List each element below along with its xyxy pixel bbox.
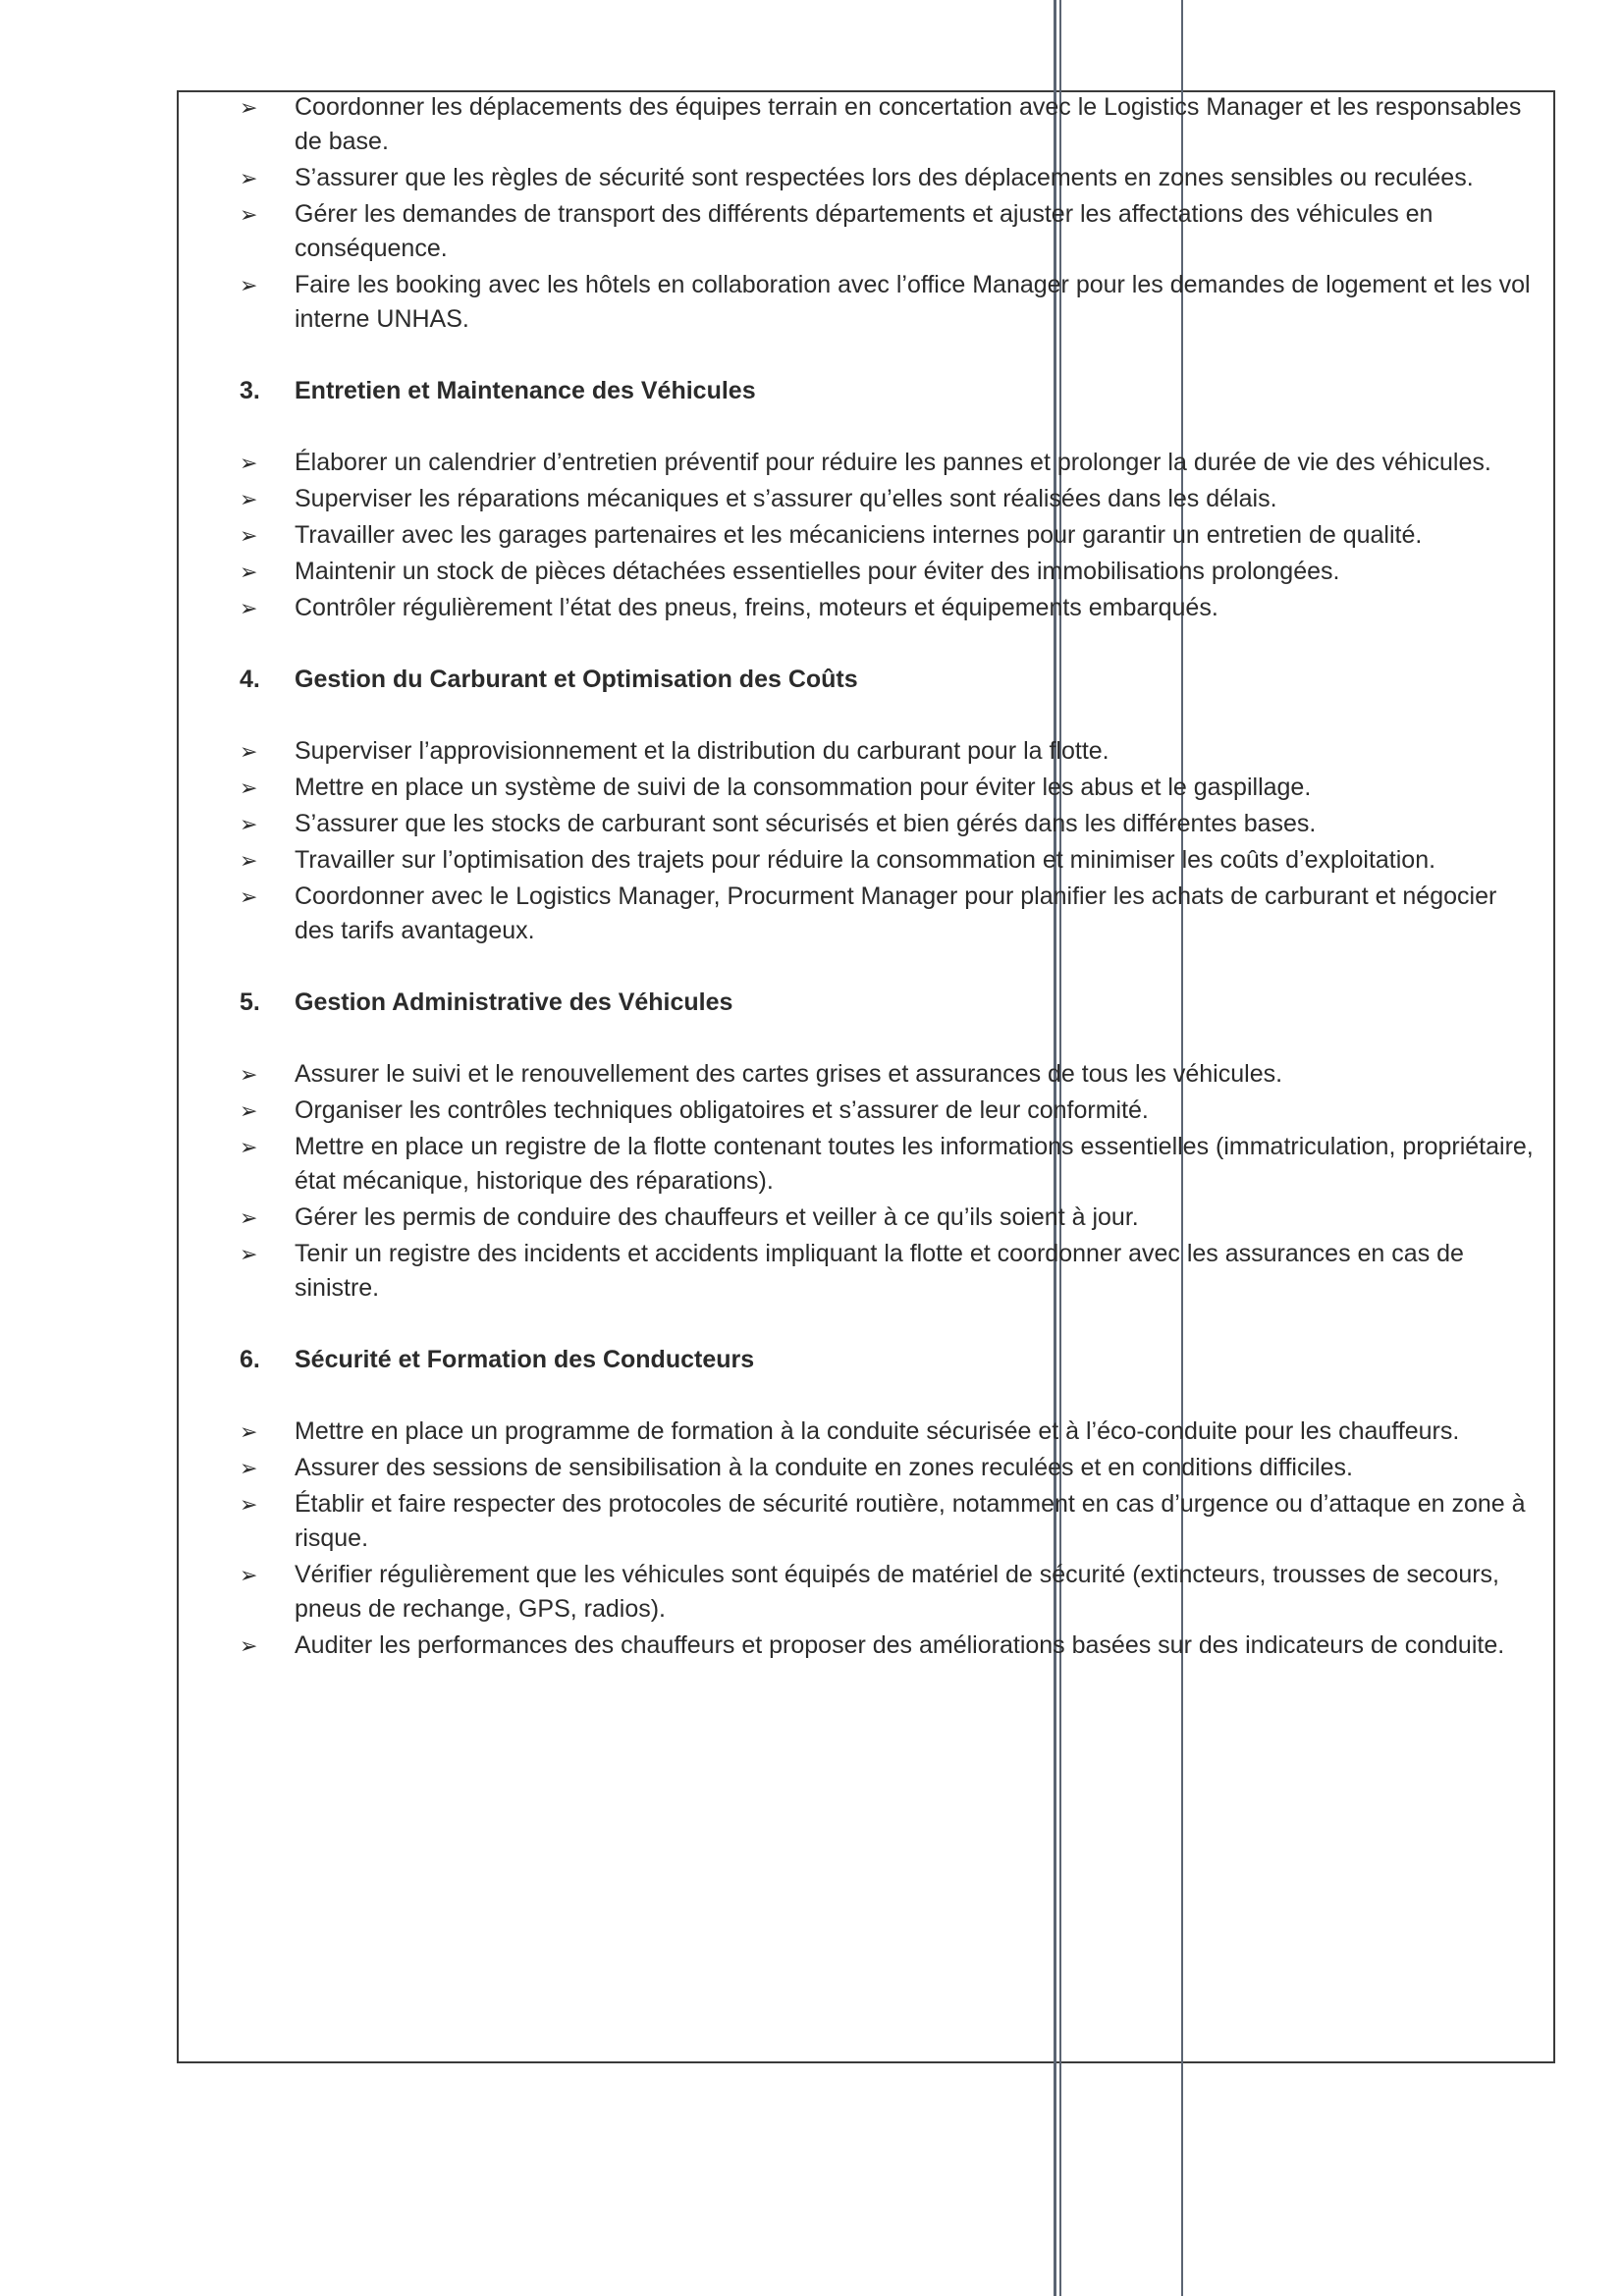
list-item	[240, 482, 1536, 516]
list-item-text: Mettre en place un programme de formation à la conduite sécurisée et à l’éco-conduite pour les chauffeurs.	[295, 1417, 1460, 1445]
section-entretien	[240, 374, 1536, 625]
list-item-text: Coordonner avec le Logistics Manager, Procurment Manager pour planifier les achats de carburant et négocier des tarifs avantageux.	[295, 882, 1497, 944]
bullet-list	[240, 1057, 1536, 1306]
list-item	[240, 1558, 1536, 1627]
list-item	[240, 518, 1536, 553]
arrow-bullet-icon: ➢	[240, 1062, 258, 1087]
list-item	[240, 1130, 1536, 1199]
arrow-bullet-icon: ➢	[240, 848, 258, 873]
arrow-bullet-icon: ➢	[240, 1456, 258, 1480]
arrow-bullet-icon: ➢	[240, 166, 258, 190]
list-item-text: Mettre en place un système de suivi de la consommation pour éviter les abus et le gaspillage.	[295, 774, 1312, 801]
list-item-text: Contrôler régulièrement l’état des pneus, freins, moteurs et équipements embarqués.	[295, 594, 1218, 621]
arrow-bullet-icon: ➢	[240, 451, 258, 475]
list-item	[240, 734, 1536, 769]
list-item-text: Tenir un registre des incidents et accidents impliquant la flotte et coordonner avec les assurances en cas de sinistre.	[295, 1240, 1464, 1302]
list-item	[240, 197, 1536, 266]
list-item-text: Superviser l’approvisionnement et la distribution du carburant pour la flotte.	[295, 737, 1109, 765]
list-item	[240, 1629, 1536, 1663]
section-number: 3.	[240, 377, 260, 404]
arrow-bullet-icon: ➢	[240, 1135, 258, 1159]
list-item-text: Travailler sur l’optimisation des trajets pour réduire la consommation et minimiser les coûts d’exploitation.	[295, 846, 1436, 874]
list-item	[240, 446, 1536, 480]
arrow-bullet-icon: ➢	[240, 95, 258, 120]
section-number: 6.	[240, 1346, 260, 1373]
document-body	[240, 90, 1536, 1665]
list-item-text: Assurer le suivi et le renouvellement des cartes grises et assurances de tous les véhicules.	[295, 1060, 1283, 1088]
list-item-text: Faire les booking avec les hôtels en collaboration avec l’office Manager pour les demandes de logement et les vol interne UNHAS.	[295, 271, 1531, 333]
arrow-bullet-icon: ➢	[240, 739, 258, 764]
list-item	[240, 1094, 1536, 1128]
section-carburant	[240, 663, 1536, 948]
list-item	[240, 807, 1536, 841]
arrow-bullet-icon: ➢	[240, 1419, 258, 1444]
list-item-text: Élaborer un calendrier d’entretien préventif pour réduire les pannes et prolonger la durée de vie des véhicules.	[295, 449, 1491, 476]
arrow-bullet-icon: ➢	[240, 812, 258, 836]
list-item	[240, 1201, 1536, 1235]
list-item-text: Mettre en place un registre de la flotte contenant toutes les informations essentielles (immatriculation, propriétaire, état mécanique, historique des réparations).	[295, 1133, 1534, 1195]
list-item-text: Maintenir un stock de pièces détachées essentielles pour éviter des immobilisations prolongées.	[295, 558, 1340, 585]
list-item-text: Organiser les contrôles techniques obligatoires et s’assurer de leur conformité.	[295, 1096, 1149, 1124]
arrow-bullet-icon: ➢	[240, 1633, 258, 1658]
arrow-bullet-icon: ➢	[240, 487, 258, 511]
bullet-list	[240, 90, 1536, 337]
list-item	[240, 1057, 1536, 1092]
list-item-text: Gérer les permis de conduire des chauffeurs et veiller à ce qu’ils soient à jour.	[295, 1203, 1139, 1231]
arrow-bullet-icon: ➢	[240, 1492, 258, 1517]
list-item-text: Auditer les performances des chauffeurs et proposer des améliorations basées sur des indicateurs de conduite.	[295, 1631, 1505, 1659]
arrow-bullet-icon: ➢	[240, 884, 258, 909]
list-item	[240, 1451, 1536, 1485]
section-heading	[240, 986, 1536, 1020]
arrow-bullet-icon: ➢	[240, 273, 258, 297]
section-title: Entretien et Maintenance des Véhicules	[295, 377, 756, 404]
section-heading	[240, 663, 1536, 697]
arrow-bullet-icon: ➢	[240, 560, 258, 584]
list-item-text: S’assurer que les règles de sécurité sont respectées lors des déplacements en zones sensibles ou reculées.	[295, 164, 1474, 191]
list-item-text: Établir et faire respecter des protocoles de sécurité routière, notamment en cas d’urgence ou d’attaque en zone à risque.	[295, 1490, 1526, 1552]
section-number: 5.	[240, 988, 260, 1016]
section-heading	[240, 374, 1536, 408]
list-item-text: Vérifier régulièrement que les véhicules sont équipés de matériel de sécurité (extincteurs, trousses de secours, pneus de rechange, GPS, radios).	[295, 1561, 1500, 1623]
section-securite	[240, 1343, 1536, 1663]
list-item	[240, 268, 1536, 337]
arrow-bullet-icon: ➢	[240, 202, 258, 227]
list-item-text: Superviser les réparations mécaniques et s’assurer qu’elles sont réalisées dans les délais.	[295, 485, 1277, 512]
arrow-bullet-icon: ➢	[240, 1242, 258, 1266]
list-item-text: S’assurer que les stocks de carburant sont sécurisés et bien gérés dans les différentes bases.	[295, 810, 1317, 837]
list-item	[240, 591, 1536, 625]
arrow-bullet-icon: ➢	[240, 1563, 258, 1587]
section-title: Gestion du Carburant et Optimisation des Coûts	[295, 666, 858, 693]
section-continuation	[240, 90, 1536, 337]
section-number: 4.	[240, 666, 260, 693]
section-heading	[240, 1343, 1536, 1377]
bullet-list	[240, 734, 1536, 948]
arrow-bullet-icon: ➢	[240, 775, 258, 800]
list-item	[240, 161, 1536, 195]
list-item	[240, 90, 1536, 159]
list-item	[240, 843, 1536, 878]
section-administrative	[240, 986, 1536, 1306]
list-item-text: Coordonner les déplacements des équipes terrain en concertation avec le Logistics Manager et les responsables de base.	[295, 93, 1522, 155]
list-item	[240, 1487, 1536, 1556]
list-item	[240, 555, 1536, 589]
section-title: Sécurité et Formation des Conducteurs	[295, 1346, 755, 1373]
list-item-text: Travailler avec les garages partenaires et les mécaniciens internes pour garantir un entretien de qualité.	[295, 521, 1423, 549]
arrow-bullet-icon: ➢	[240, 596, 258, 620]
list-item	[240, 1415, 1536, 1449]
list-item	[240, 771, 1536, 805]
list-item-text: Gérer les demandes de transport des différents départements et ajuster les affectations des véhicules en conséquence.	[295, 200, 1434, 262]
list-item	[240, 880, 1536, 948]
bullet-list	[240, 1415, 1536, 1663]
arrow-bullet-icon: ➢	[240, 523, 258, 548]
list-item	[240, 1237, 1536, 1306]
arrow-bullet-icon: ➢	[240, 1205, 258, 1230]
section-title: Gestion Administrative des Véhicules	[295, 988, 733, 1016]
arrow-bullet-icon: ➢	[240, 1098, 258, 1123]
bullet-list	[240, 446, 1536, 625]
list-item-text: Assurer des sessions de sensibilisation à la conduite en zones reculées et en conditions difficiles.	[295, 1454, 1353, 1481]
